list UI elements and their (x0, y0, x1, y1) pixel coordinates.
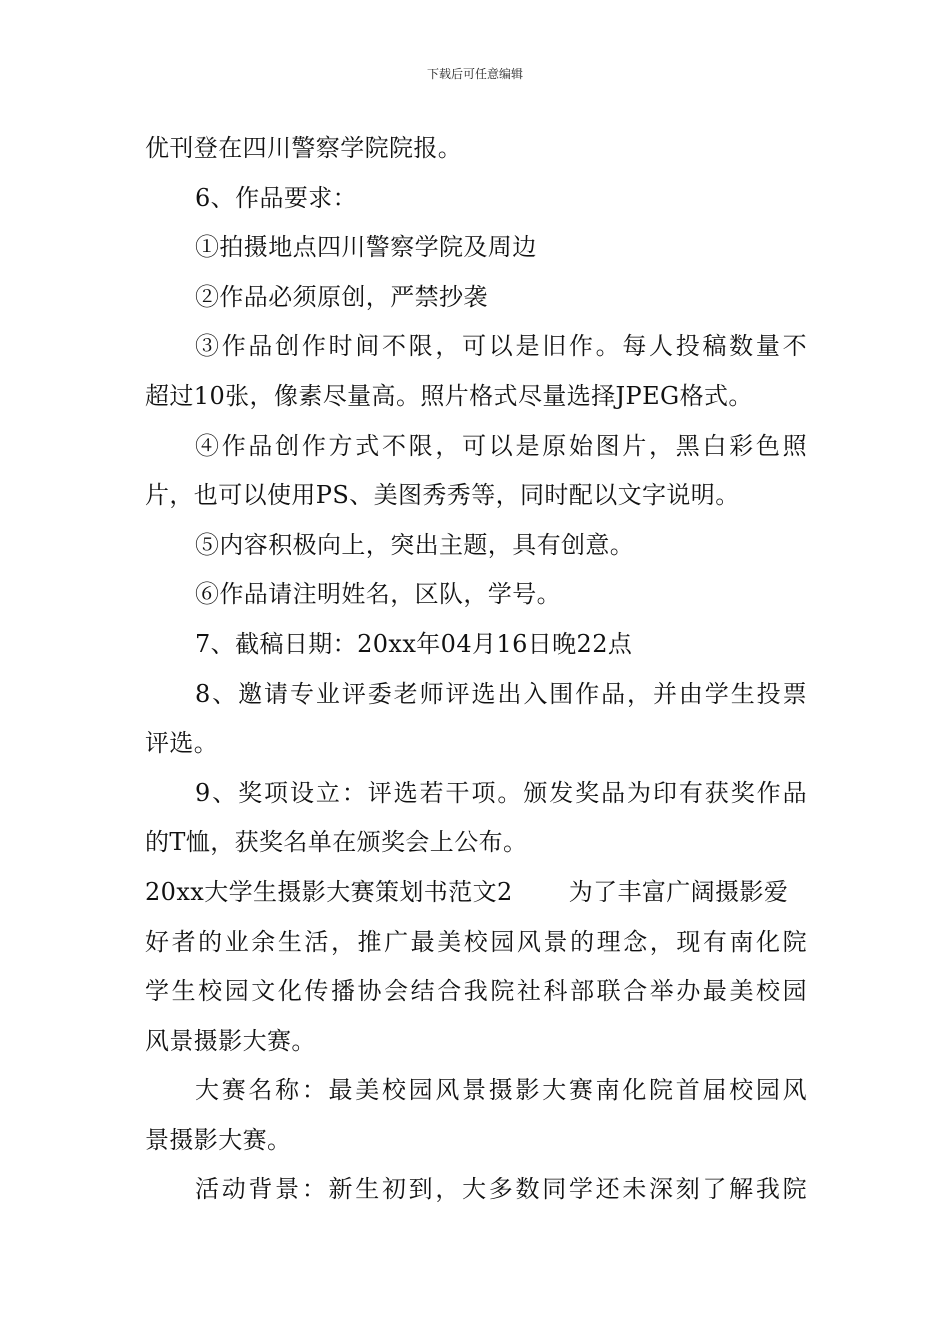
paragraph-line: 8、邀请专业评委老师评选出入围作品，并由学生投票 (195, 679, 807, 708)
section-heading-line (145, 868, 807, 918)
paragraph-line: 片，也可以使用PS、美图秀秀等，同时配以文字说明。 (145, 481, 740, 510)
paragraph-line: 超过10张，像素尽量高。照片格式尽量选择JPEG格式。 (145, 381, 753, 410)
paragraph-line: 大赛名称：最美校园风景摄影大赛南化院首届校园风 (195, 1076, 807, 1105)
paragraph-line: 学生校园文化传播协会结合我院社科部联合举办最美校园 (145, 977, 807, 1006)
paragraph-line: ①拍摄地点四川警察学院及周边 (195, 233, 537, 262)
paragraph-line: ④作品创作方式不限，可以是原始图片，黑白彩色照 (195, 431, 807, 460)
paragraph-line: 活动背景：新生初到，大多数同学还未深刻了解我院 (195, 1175, 807, 1204)
paragraph-line: 7、截稿日期：20xx年04月16日晚22点 (195, 629, 633, 658)
paragraph-line: 9、奖项设立：评选若干项。颁发奖品为印有获奖作品 (195, 778, 807, 807)
document-body (145, 124, 807, 1215)
paragraph-line: 优刊登在四川警察学院院报。 (145, 134, 463, 162)
paragraph-line: ⑤内容积极向上，突出主题，具有创意。 (195, 530, 635, 559)
paragraph-line: 6、作品要求： (195, 183, 358, 212)
paragraph-line: 的T恤，获奖名单在颁奖会上公布。 (145, 828, 528, 857)
page-header: 下载后可任意编辑 (426, 67, 523, 81)
paragraph-line: 景摄影大赛。 (145, 1125, 292, 1154)
paragraph-line: 好者的业余生活，推广最美校园风景的理念，现有南化院 (145, 927, 807, 956)
paragraph-line: 评选。 (145, 729, 219, 758)
paragraph-line: ⑥作品请注明姓名，区队，学号。 (195, 580, 561, 609)
paragraph-line: 风景摄影大赛。 (145, 1026, 316, 1055)
paragraph-line: ③作品创作时间不限，可以是旧作。每人投稿数量不 (195, 332, 807, 361)
paragraph-start: 为了丰富广阔摄影爱 (568, 877, 789, 906)
paragraph-line: ②作品必须原创，严禁抄袭 (195, 282, 488, 311)
section-heading: 20xx大学生摄影大赛策划书范文2 (145, 877, 513, 906)
